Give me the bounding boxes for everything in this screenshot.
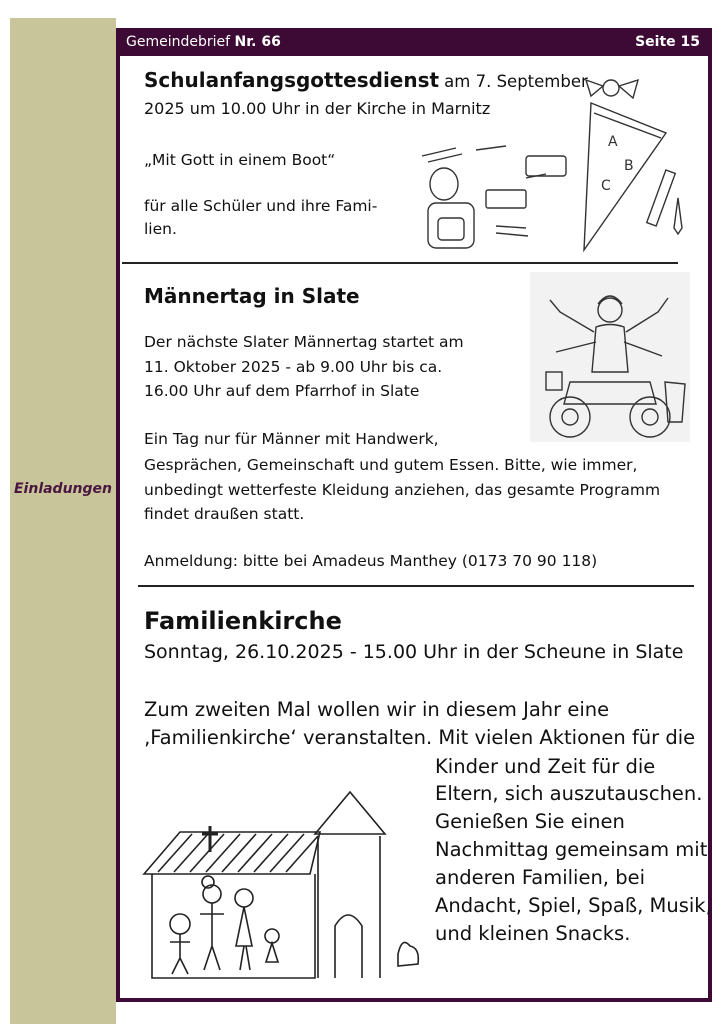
section2-body-line1: Ein Tag nur für Männer mit Handwerk,	[144, 430, 439, 448]
section2-contact: Anmeldung: bitte bei Amadeus Manthey (0173 70 90 118)	[144, 552, 598, 570]
sidebar-label: Einladungen	[13, 481, 112, 497]
school-supplies-illustration	[416, 78, 688, 258]
svg-text:C: C	[601, 178, 611, 194]
section1-audience: für alle Schüler und ihre Fami-	[144, 197, 378, 215]
section2-line2: 11. Oktober 2025 - ab 9.00 Uhr bis ca.	[144, 358, 443, 376]
divider-2	[138, 585, 694, 587]
sidebar-band	[10, 18, 116, 1024]
section3-title: Familienkirche	[144, 607, 342, 635]
section3-subtitle: Sonntag, 26.10.2025 - 15.00 Uhr in der Scheune in Slate	[144, 641, 684, 663]
page-header	[116, 28, 712, 56]
section2-body-line3: unbedingt wetterfeste Kleidung anziehen, das gesamte Programm	[144, 481, 661, 499]
section2-body-line2: Gesprächen, Gemeinschaft und gutem Essen. Bitte, wie immer,	[144, 456, 638, 474]
section3-body-line1: Zum zweiten Mal wollen wir in diesem Jahr eine	[144, 698, 610, 721]
family-church-drawing	[140, 786, 430, 984]
section2-line1: Der nächste Slater Männertag startet am	[144, 333, 464, 351]
page-number: Seite 15	[635, 34, 700, 50]
section3-body-line4: Eltern, sich auszutauschen.	[435, 782, 703, 805]
section1-date-line: 2025 um 10.00 Uhr in der Kirche in Marnitz	[144, 99, 491, 118]
section3-body-line5: Genießen Sie einen	[435, 810, 625, 833]
section1-title: Schulanfangsgottesdienst am 7. September	[144, 68, 588, 92]
svg-text:A: A	[608, 134, 618, 150]
section3-body-line3: Kinder und Zeit für die	[435, 755, 656, 778]
section3-body-line8: Andacht, Spiel, Spaß, Musik,	[435, 894, 712, 917]
section3-body-line7: anderen Familien, bei	[435, 866, 645, 889]
section2-title: Männertag in Slate	[144, 284, 360, 308]
section2-line3: 16.00 Uhr auf dem Pfarrhof in Slate	[144, 382, 420, 400]
section3-body-line6: Nachmittag gemeinsam mit	[435, 838, 708, 861]
section2-body-line4: findet draußen statt.	[144, 505, 305, 523]
section1-quote: „Mit Gott in einem Boot“	[144, 151, 336, 169]
section3-body-line2: ‚Familienkirche‘ veranstalten. Mit vielen Aktionen für die	[144, 726, 696, 749]
divider-1	[122, 262, 678, 264]
handyman-tractor-illustration	[530, 272, 690, 442]
svg-text:B: B	[624, 158, 634, 174]
section1-audience-cont: lien.	[144, 220, 177, 238]
header-title: Gemeindebrief Nr. 66	[126, 34, 281, 50]
section3-body-line9: und kleinen Snacks.	[435, 922, 631, 945]
